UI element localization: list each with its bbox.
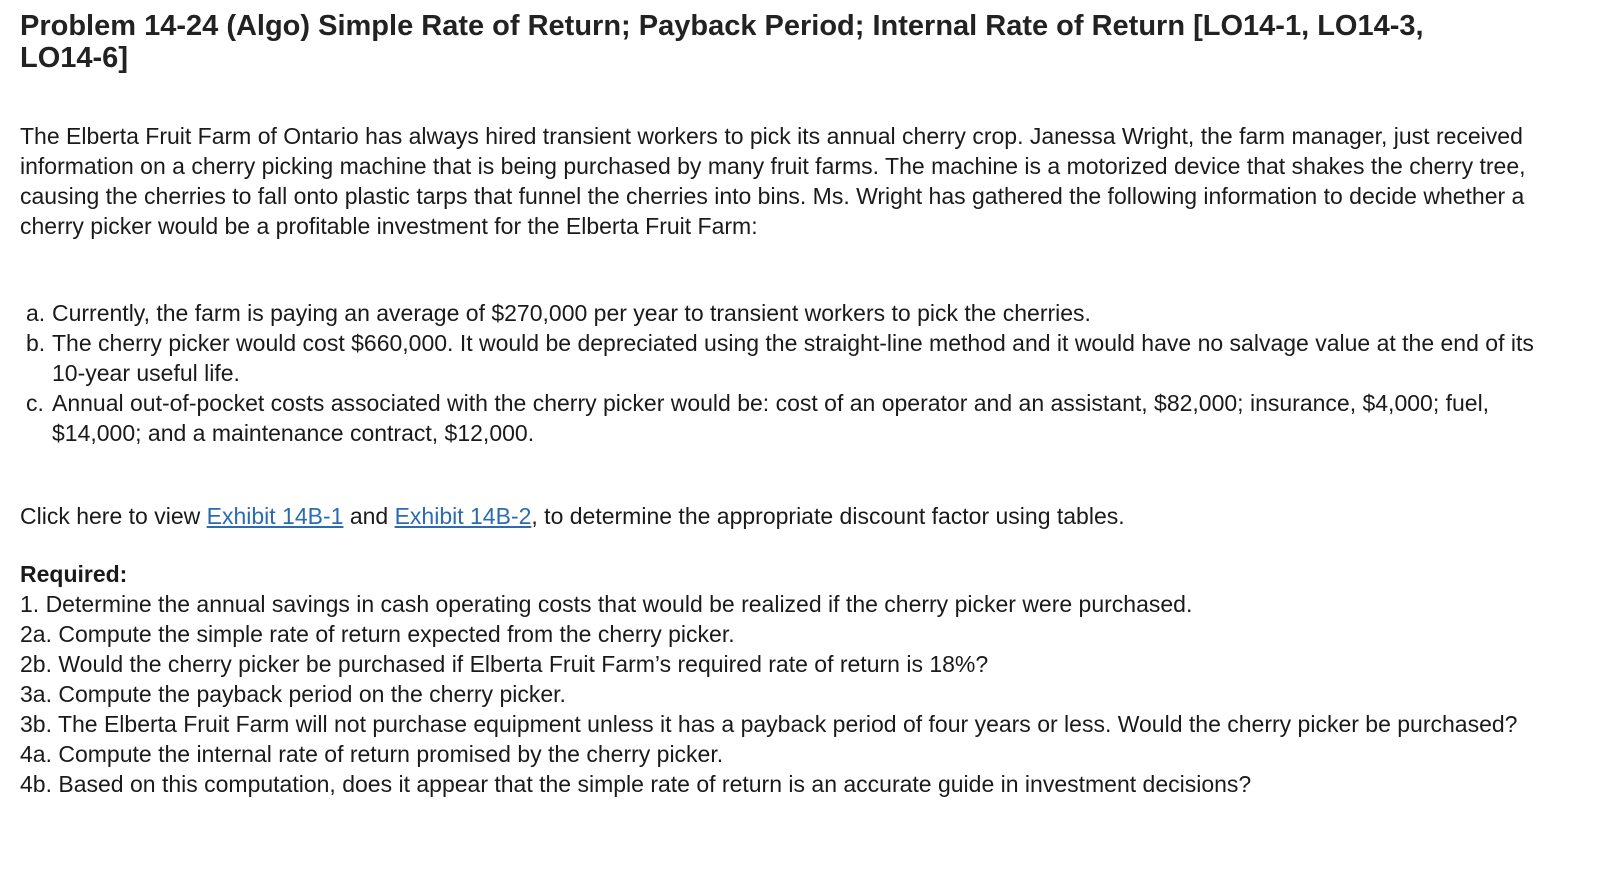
links-middle: and (343, 503, 395, 529)
fact-marker: c. (26, 390, 44, 416)
required-item-4a: 4a. Compute the internal rate of return promised by the cherry picker. (20, 741, 724, 767)
fact-marker: a. (26, 300, 46, 326)
exhibit-14b-2-link[interactable]: Exhibit 14B-2 (394, 503, 532, 529)
required-item-1: 1. Determine the annual savings in cash operating costs that would be realized if the cherry picker were purchased. (20, 591, 1193, 617)
required-section (20, 559, 1550, 799)
links-prefix: Click here to view (20, 503, 207, 529)
fact-text: Annual out-of-pocket costs associated with the cherry picker would be: cost of an operator and an assistant, $82,000; insurance, $4,000; fuel, $14,000; and a maintenance contract, $12,000. (52, 390, 1490, 446)
links-suffix: , to determine the appropriate discount factor using tables. (531, 503, 1125, 529)
fact-item-b (26, 328, 1546, 388)
required-item-2b: 2b. Would the cherry picker be purchased if Elberta Fruit Farm’s required rate of return is 18%? (20, 651, 989, 677)
required-item-3a: 3a. Compute the payback period on the cherry picker. (20, 681, 566, 707)
fact-item-a (26, 298, 1546, 328)
fact-marker: b. (26, 330, 46, 356)
required-heading: Required: (20, 561, 128, 587)
facts-list (26, 298, 1546, 448)
exhibit-links-line (20, 501, 1558, 531)
required-item-2a: 2a. Compute the simple rate of return expected from the cherry picker. (20, 621, 735, 647)
required-item-4b: 4b. Based on this computation, does it appear that the simple rate of return is an accurate guide in investment decisions? (20, 771, 1252, 797)
problem-intro: The Elberta Fruit Farm of Ontario has always hired transient workers to pick its annual cherry crop. Janessa Wright, the farm manager, just received information on a cherry picking machine that is being purchased by many fruit farms. The machine is a motorized device that shakes the cherry tree, causing the cherries to fall onto plastic tarps that funnel the cherries into bins. Ms. Wright has gathered the following information to decide whether a cherry picker would be a profitable investment for the Elberta Fruit Farm: (20, 123, 1526, 239)
fact-item-c (26, 388, 1546, 448)
fact-text: The cherry picker would cost $660,000. It would be depreciated using the straight-line method and it would have no salvage value at the end of its 10-year useful life. (52, 330, 1534, 386)
problem-title: Problem 14-24 (Algo) Simple Rate of Return; Payback Period; Internal Rate of Return [LO14-1, LO14-3, LO14-6] (20, 10, 1424, 74)
fact-text: Currently, the farm is paying an average of $270,000 per year to transient workers to pick the cherries. (52, 300, 1091, 326)
exhibit-14b-1-link[interactable]: Exhibit 14B-1 (206, 503, 344, 529)
required-item-3b: 3b. The Elberta Fruit Farm will not purchase equipment unless it has a payback period of four years or less. Would the cherry picker be purchased? (20, 711, 1518, 737)
